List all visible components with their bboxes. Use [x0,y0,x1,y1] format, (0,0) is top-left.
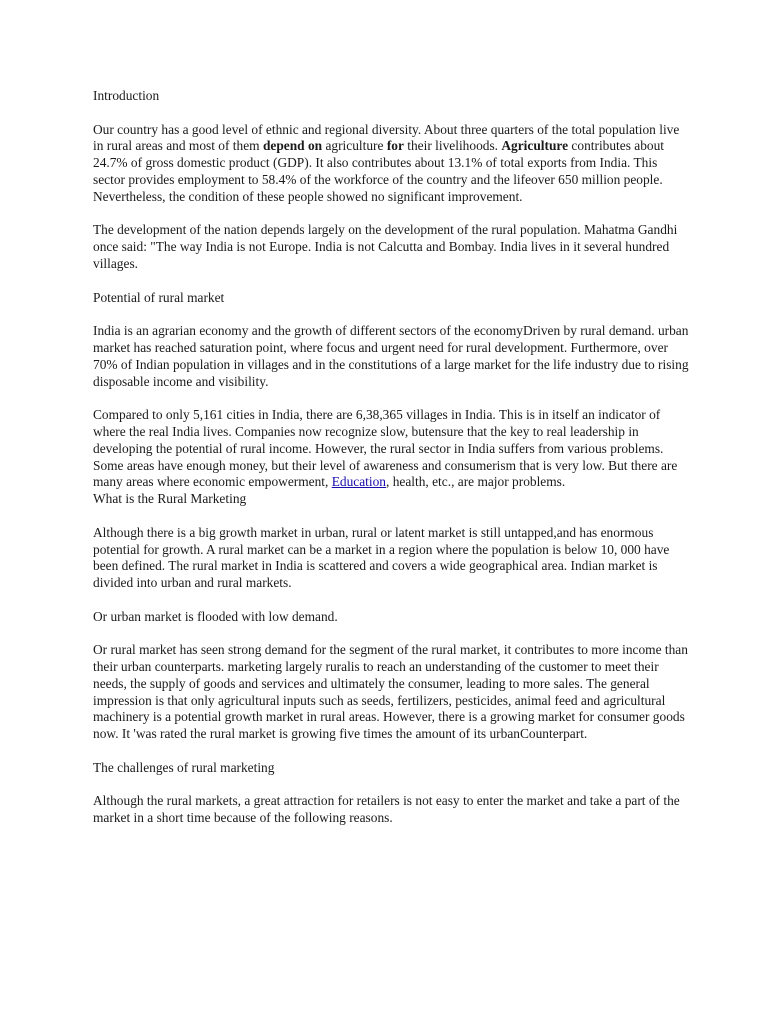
bold-text: depend on [262,138,323,154]
education-link[interactable]: Education [331,474,386,490]
paragraph-rural-demand: Or rural market has seen strong demand for the segment of the rural market, it contributes to more income than their urban counterparts. marketing largely ruralis to reach an understanding of the customer to meet their needs, the supply of goods and services and ultimately the consumer, leading to more sales. The general impression is that only agricultural inputs such as seeds, fertilizers, pesticides, animal feed and agricultural machinery is a potential growth market in rural areas. However, there is a growing market for consumer goods now. It 'was rated the rural market is growing five times the amount of its urbanCounterpart. [93,642,688,742]
section-heading-rural-marketing: What is the Rural Marketing [93,491,247,507]
text-run: Compared to only 5,161 cities in India, there are 6,38,365 villages in India. This is in itself an indicator of where the real India lives. Companies now recognize slow, butensure that the key to real leadership in developing the potential of rural income. However, the rural sector in India suffers from various problems. Some areas have enough money, but their level of awareness and consumerism that is very low. But there are many areas where economic empowerment, [93,407,678,490]
paragraph-villages [93,407,689,491]
section-heading-potential: Potential of rural market [93,289,225,305]
paragraph-agrarian-economy: India is an agrarian economy and the growth of different sectors of the economyDriven by rural demand. urban market has reached saturation point, where focus and urgent need for rural development. Furthermore, over 70% of Indian population in villages and in the constitutions of a large market for the life industry due to rising disposable income and visibility. [93,323,689,389]
bold-text: for [386,138,404,154]
paragraph-challenges: Although the rural markets, a great attraction for retailers is not easy to enter the market and take a part of the market in a short time because of the following reasons. [93,793,680,826]
text-run: contributes about 24.7% of gross domestic product (GDP). It also contributes about 13.1% of total exports from India. This sector provides employment to 58.4% of the workforce of the country and the lifeover 650 million people. Nevertheless, the condition of these people showed no significant improvement. [93,138,665,204]
section-heading-challenges: The challenges of rural marketing [93,759,275,775]
text-run: their livelihoods. [403,138,502,154]
text-run: agriculture [322,138,387,154]
paragraph-urban-demand: Or urban market is flooded with low demand. [93,608,338,624]
paragraph-development: The development of the nation depends largely on the development of the rural population. Mahatma Gandhi once said: "The way India is not Europe. India is not Calcutta and Bombay. India lives in it several hundred villages. [93,222,678,271]
bold-text: Agriculture [501,138,569,154]
document-body [93,88,689,844]
text-run: , health, etc., are major problems. [386,474,566,490]
section-heading-introduction: Introduction [93,88,160,103]
text-run: Our country has a good level of ethnic and regional diversity. About three quarters of the total population live in rural areas and most of them [93,121,680,154]
paragraph-growth-market: Although there is a big growth market in urban, rural or latent market is still untapped,and has enormous potential for growth. A rural market can be a market in a region where the population is below 10, 000 have been defined. The rural market in India is scattered and covers a wide geographical area. Indian market is divided into urban and rural markets. [93,524,670,591]
paragraph-diversity [93,122,689,206]
